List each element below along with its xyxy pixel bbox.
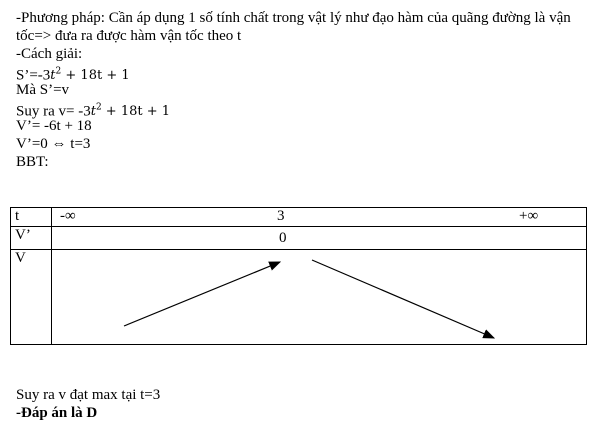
velocity-prefix: Suy ra v= -3 (16, 103, 91, 120)
row-label-v: V (11, 250, 52, 345)
t-plus-infinity: +∞ (519, 208, 539, 224)
derivative-exp: 2 (55, 67, 62, 77)
row-label-v-prime: V’ (11, 227, 52, 250)
decreasing-arrow (312, 260, 494, 338)
velocity-var: t (90, 104, 96, 120)
increasing-arrow (124, 262, 280, 326)
answer-line: -Đáp án là D (16, 405, 98, 421)
method-line-1: -Phương pháp: Cần áp dụng 1 số tính chất trong vật lý như đạo hàm của quãng đường là vận (16, 10, 571, 26)
velocity-rest: + 18t + 1 (101, 104, 171, 120)
t-minus-infinity: -∞ (60, 208, 76, 224)
bbt-label: BBT: (16, 154, 49, 170)
v-arrows-cell (52, 250, 587, 345)
variation-table (10, 207, 587, 345)
v-prime-values-cell (52, 227, 587, 250)
method-line-2: tốc=> đưa ra được hàm vận tốc theo t (16, 28, 242, 44)
conclusion-line: Suy ra v đạt max tại t=3 (16, 387, 161, 403)
t-values-cell (52, 208, 587, 227)
table-row-t (11, 208, 587, 227)
velocity-exp: 2 (95, 103, 102, 113)
v-prime-zero-value: 0 (279, 230, 287, 246)
v-prime-equation: V’= -6t + 18 (16, 118, 92, 134)
v-prime-zero: V’=0 ⇔ t=3 (16, 136, 91, 152)
derivative-prefix: S’=-3 (16, 67, 51, 84)
solution-heading: -Cách giải: (16, 46, 83, 62)
derivative-var: t (50, 68, 56, 84)
variation-arrows (52, 250, 585, 344)
t-critical-point: 3 (277, 208, 285, 224)
s-prime-equals-v: Mà S’=v (16, 82, 70, 98)
table-row-v-prime (11, 227, 587, 250)
derivative-rest: + 18t + 1 (61, 68, 130, 84)
table-row-v (11, 250, 587, 345)
velocity-math (91, 104, 170, 119)
row-label-t: t (11, 208, 52, 227)
